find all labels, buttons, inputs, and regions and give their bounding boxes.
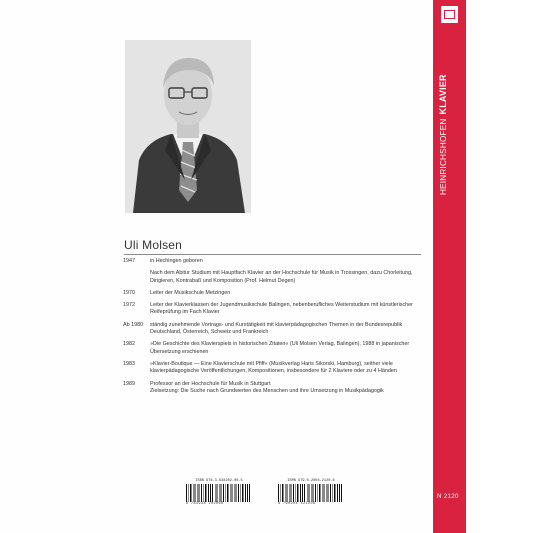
bio-text: »Die Geschichte des Klavierspiels in historischen Zitaten« (Uli Molsen Verlag, Balingen), 1988 in japanischer Übersetzung erschienen xyxy=(150,341,410,355)
bio-year: Ab 1980 xyxy=(123,321,144,328)
bio-year xyxy=(123,270,150,285)
barcode-bars xyxy=(278,484,344,502)
isbn-number: ISBN 978-3-938202-06-5 xyxy=(195,479,243,483)
bio-text: Professor an der Hochschule für Musik in Stuttgart xyxy=(150,380,271,387)
publisher-logo-icon xyxy=(441,6,458,23)
bio-entry xyxy=(123,302,428,317)
edition-number: N 2120 xyxy=(437,493,459,500)
ismn-barcode xyxy=(278,479,344,506)
bio-year: 1989 xyxy=(123,380,135,387)
spine-publisher: HEINRICHSHOFEN xyxy=(439,118,448,195)
author-name: Uli Molsen xyxy=(124,238,183,252)
bio-year: 1983 xyxy=(123,360,135,367)
bio-entry xyxy=(123,381,428,388)
bio-entry xyxy=(123,322,428,337)
bio-entry xyxy=(123,388,428,395)
bio-text: »Klavier-Boutique — Eine Klavierschule mit Pfiff« (Musikverlag Haris Sikorski, Hamburg), seither viele klavierpädagogische Veröffentlichungen, Kompositionen, insbesondere für 2 Klaviere oder zu 4 Händen xyxy=(150,360,397,375)
bio-entry xyxy=(123,341,428,356)
bio-text: Leiter der Musikschule Metzingen xyxy=(150,289,231,296)
spine-category: KLAVIER xyxy=(438,74,448,115)
author-portrait xyxy=(125,40,251,213)
bio-entry xyxy=(123,270,428,285)
title-divider xyxy=(124,254,421,255)
bio-text: ständig zunehmende Vortrags- und Kurstätigkeit mit klavierpädagogischen Themen in der Bundesrepublik Deutschland, Österreich, Schweiz und Frankreich xyxy=(150,321,403,336)
biography xyxy=(123,258,428,400)
portrait-illustration xyxy=(125,40,251,213)
spine-title xyxy=(438,74,448,195)
bio-year: 1972 xyxy=(123,302,135,309)
barcode-digits: 9 783938 202066 xyxy=(186,502,224,506)
bio-year: 1970 xyxy=(123,289,135,296)
bio-entry xyxy=(123,361,428,376)
bio-entry xyxy=(123,258,428,265)
bio-year xyxy=(123,388,150,395)
bio-year: 1982 xyxy=(123,341,135,348)
bio-text: Zielsetzung: Die Suche nach Grundwerten des Menschen und ihre Umsetzung in Musikpädagogik xyxy=(150,387,384,394)
barcode-bars xyxy=(186,484,252,502)
bio-year: 1947 xyxy=(123,258,135,264)
bio-text: Leiter der Klavierklassen der Jugendmusikschule Balingen, nebenberufliches Weiterstudium mit künstlerischer Reifeprüfung im Fach Klavier xyxy=(150,302,413,316)
bio-text: in Hechingen geboren xyxy=(150,258,203,264)
isbn-barcode xyxy=(186,479,252,506)
ismn-number: ISMN 979-0-2004-2120-6 xyxy=(287,479,335,483)
bio-entry xyxy=(123,290,428,297)
page-margin xyxy=(466,0,533,533)
barcode-digits: 9 790204 421206 xyxy=(278,502,316,506)
bio-text: Nach dem Abitur Studium mit Hauptfach Klavier an der Hochschule für Musik in Trossingen, dazu Chorleitung, Dirigieren, Kontrabaß und Komposition (Prof. Helmut Degen) xyxy=(150,270,413,284)
